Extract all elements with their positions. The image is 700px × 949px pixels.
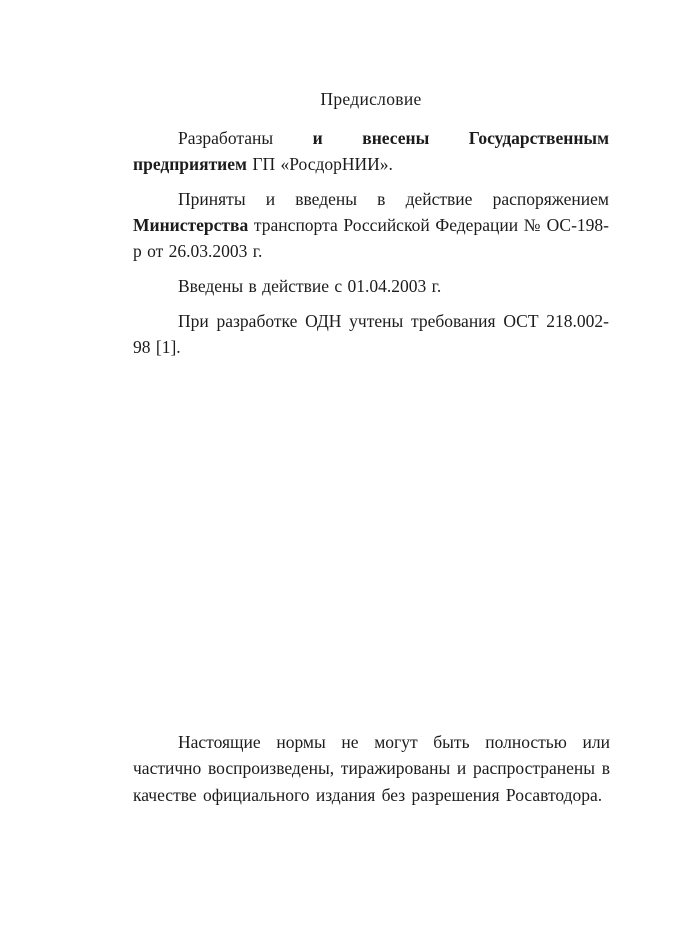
text-segment: транспорта Российской Федерации № ОС-198-р от 26.03.2003 г.	[133, 215, 609, 261]
text-segment: Приняты и введены в действие распоряжением	[178, 189, 609, 209]
page-title: Предисловие	[320, 89, 422, 109]
text-segment: При разработке ОДН учтены требования ОСТ 218.002-98 [1].	[133, 311, 609, 357]
text-segment: и внесены Государственным предприятием	[133, 128, 609, 174]
text-segment: ГП «РосдорНИИ».	[246, 154, 393, 174]
body-paragraphs	[133, 125, 609, 369]
text-segment: Настоящие нормы не могут быть полностью или частично воспроизведены, тиражированы и распространены в качестве официального издания без разрешения Росавтодора.	[133, 732, 610, 805]
text-segment: Введены в действие с 01.04.2003 г.	[178, 276, 442, 296]
text-segment: Разработаны	[178, 128, 313, 148]
paragraph	[133, 273, 609, 299]
paragraph	[133, 729, 610, 808]
paragraph	[133, 186, 609, 264]
paragraph	[133, 125, 609, 177]
copyright-notice	[133, 729, 610, 808]
text-segment: Министерства	[133, 215, 249, 235]
paragraph	[133, 308, 609, 360]
